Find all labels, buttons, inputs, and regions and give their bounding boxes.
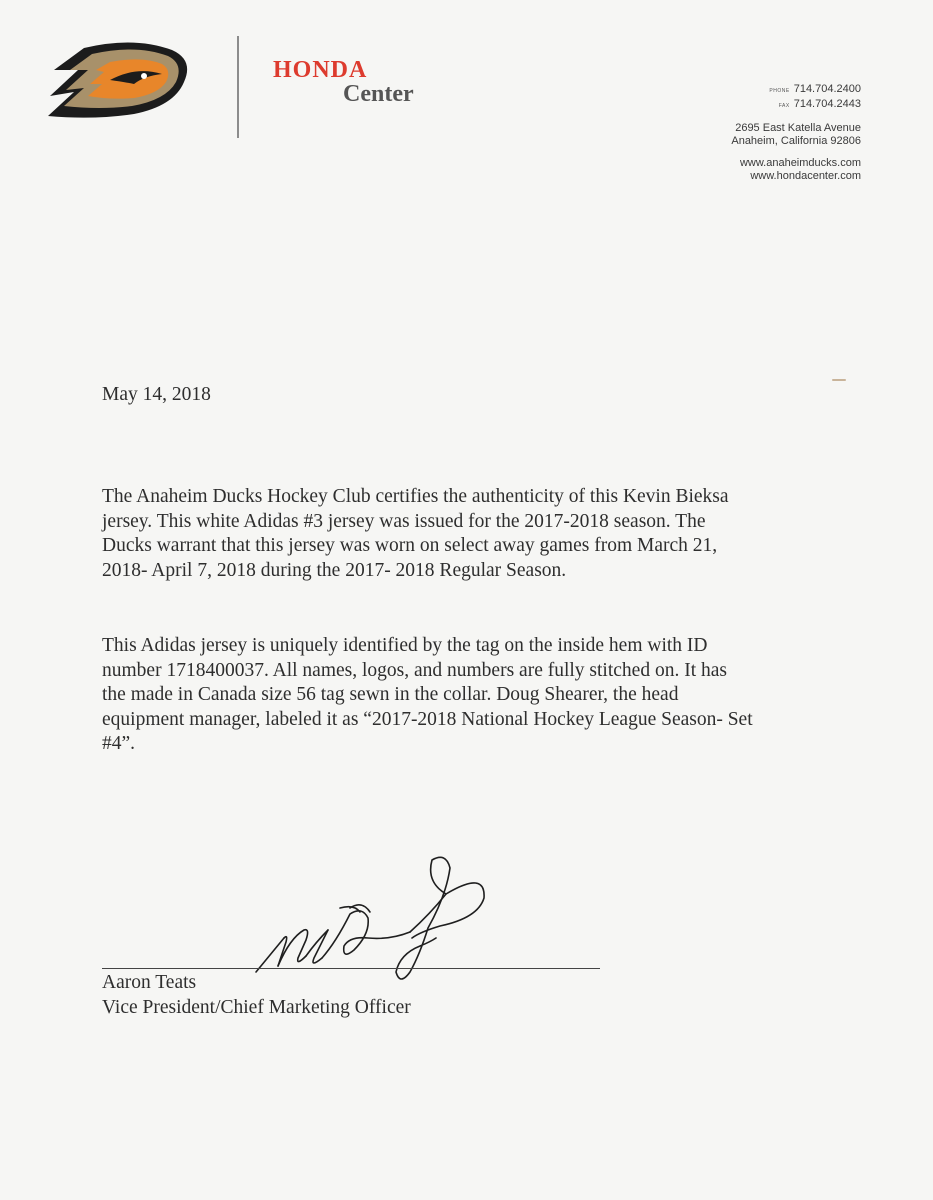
fax-line (601, 98, 861, 113)
paragraph-1-line: Ducks warrant that this jersey was worn on select away games from March 21, (102, 535, 718, 556)
signer-name: Aaron Teats (102, 972, 197, 993)
fax-label: FAX (778, 103, 790, 109)
phone-label: PHONE (769, 88, 790, 94)
paragraph-1 (102, 485, 842, 583)
phone-number: 714.704.2400 (793, 83, 861, 95)
paragraph-1-line: 2018- April 7, 2018 during the 2017- 2018 Regular Season. (102, 559, 567, 581)
center-wordmark: Center (343, 81, 414, 107)
address-line-2: Anaheim, California 92806 (731, 135, 861, 147)
paragraph-2-line: the made in Canada size 56 tag sewn in the collar. Doug Shearer, the head (102, 684, 679, 705)
phone-line (601, 83, 861, 98)
fax-number: 714.704.2443 (793, 98, 861, 110)
paragraph-1-line: jersey. This white Adidas #3 jersey was issued for the 2017-2018 season. The (102, 510, 706, 532)
handwritten-signature (250, 854, 495, 984)
contact-block (601, 83, 861, 183)
website-ducks: www.anaheimducks.com (739, 157, 861, 169)
paragraph-2-line: This Adidas jersey is uniquely identified by the tag on the inside hem with ID (102, 635, 708, 656)
paragraph-2 (102, 634, 842, 757)
signature-line (102, 968, 600, 969)
letter-date: May 14, 2018 (102, 384, 211, 405)
honda-wordmark: HONDA (273, 57, 368, 83)
address-line-1: 2695 East Katella Avenue (735, 122, 861, 134)
header-divider (237, 36, 239, 138)
anaheim-ducks-logo-icon (44, 36, 190, 122)
website-hondacenter: www.hondacenter.com (750, 170, 861, 182)
paragraph-2-line: number 1718400037. All names, logos, and numbers are fully stitched on. It has (102, 659, 727, 681)
paragraph-2-line: #4”. (102, 733, 136, 754)
paragraph-1-line: The Anaheim Ducks Hockey Club certifies the authenticity of this Kevin Bieksa (102, 486, 729, 507)
paragraph-2-line: equipment manager, labeled it as “2017-2018 National Hockey League Season- Set (102, 708, 753, 730)
paper-speck (832, 379, 846, 381)
signer-title: Vice President/Chief Marketing Officer (102, 997, 411, 1018)
